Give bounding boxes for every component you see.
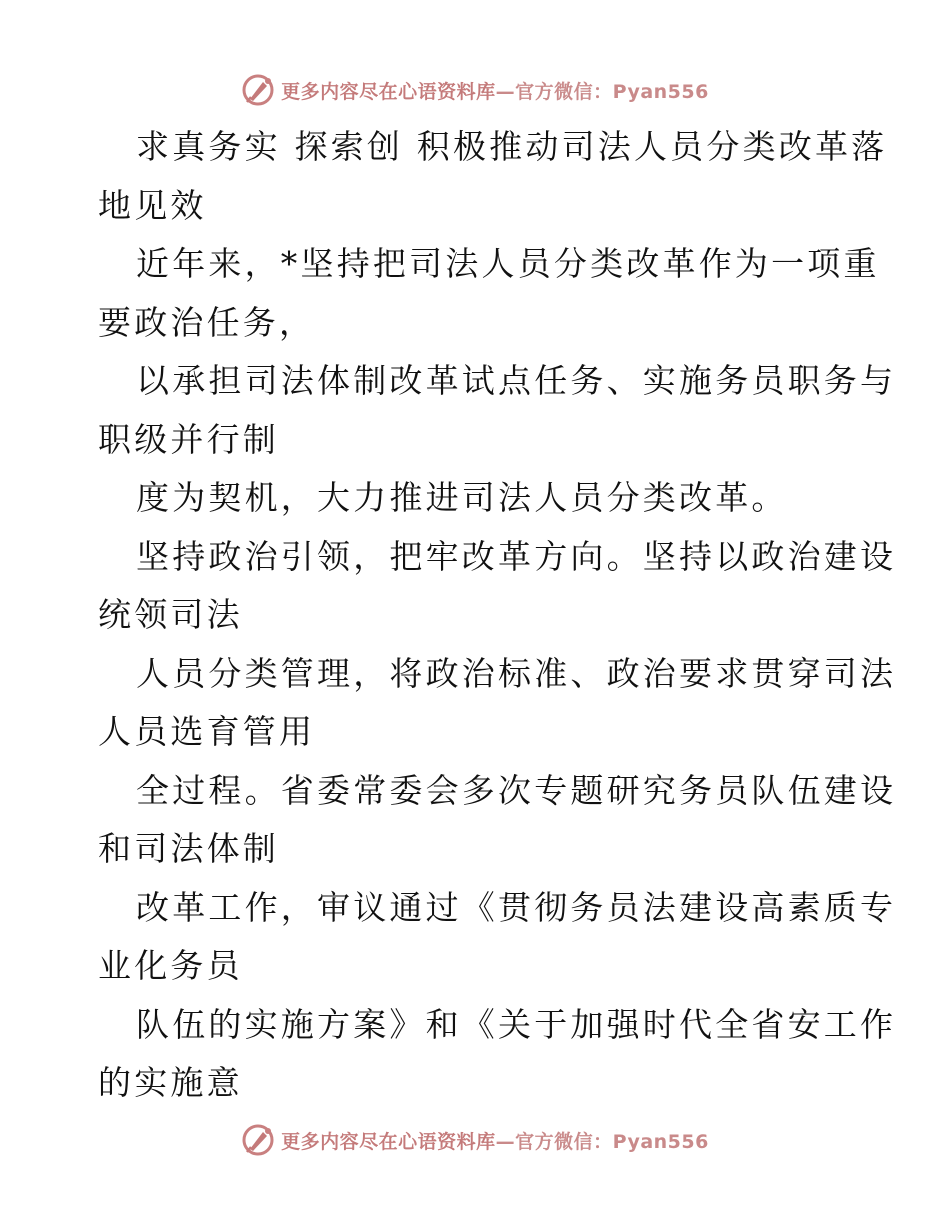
text-line: 职级并行制: [98, 419, 279, 459]
text-line: 地见效: [98, 185, 207, 225]
footer-watermark: [0, 1120, 950, 1160]
text-line: 近年来，*坚持把司法人员分类改革作为一项重: [136, 244, 880, 283]
text-line: 坚持政治引领，把牢改革方向。坚持以政治建设: [136, 536, 897, 576]
text-line: 以承担司法体制改革试点任务、实施务员职务与: [136, 361, 897, 400]
quill-pen-icon: [241, 1123, 275, 1157]
header-watermark: [0, 70, 950, 110]
text-line: 度为契机，大力推进司法人员分类改革。: [136, 478, 788, 517]
document-body: [98, 118, 897, 1113]
text-line: 全过程。省委常委会多次专题研究务员队伍建设: [136, 770, 897, 810]
text-line: 求真务实 探索创 积极推动司法人员分类改革落: [136, 127, 888, 166]
text-line: 人员选育管用: [98, 712, 316, 751]
text-line: 人员分类管理，将政治标准、政治要求贯穿司法: [136, 653, 897, 693]
quill-pen-icon: [241, 73, 275, 107]
text-line: 和司法体制: [98, 829, 279, 868]
watermark-text: 更多内容尽在心语资料库—官方微信：Pyan556: [281, 80, 709, 103]
text-line: 的实施意: [98, 1063, 243, 1102]
text-line: 要政治任务，: [98, 302, 316, 342]
text-line: 业化务员: [98, 946, 243, 985]
text-line: 改革工作，审议通过《贯彻务员法建设高素质专: [136, 887, 897, 927]
watermark-text: 更多内容尽在心语资料库—官方微信：Pyan556: [281, 1130, 709, 1153]
text-line: 统领司法: [98, 595, 243, 634]
text-line: 队伍的实施方案》和《关于加强时代全省安工作: [136, 1004, 897, 1044]
